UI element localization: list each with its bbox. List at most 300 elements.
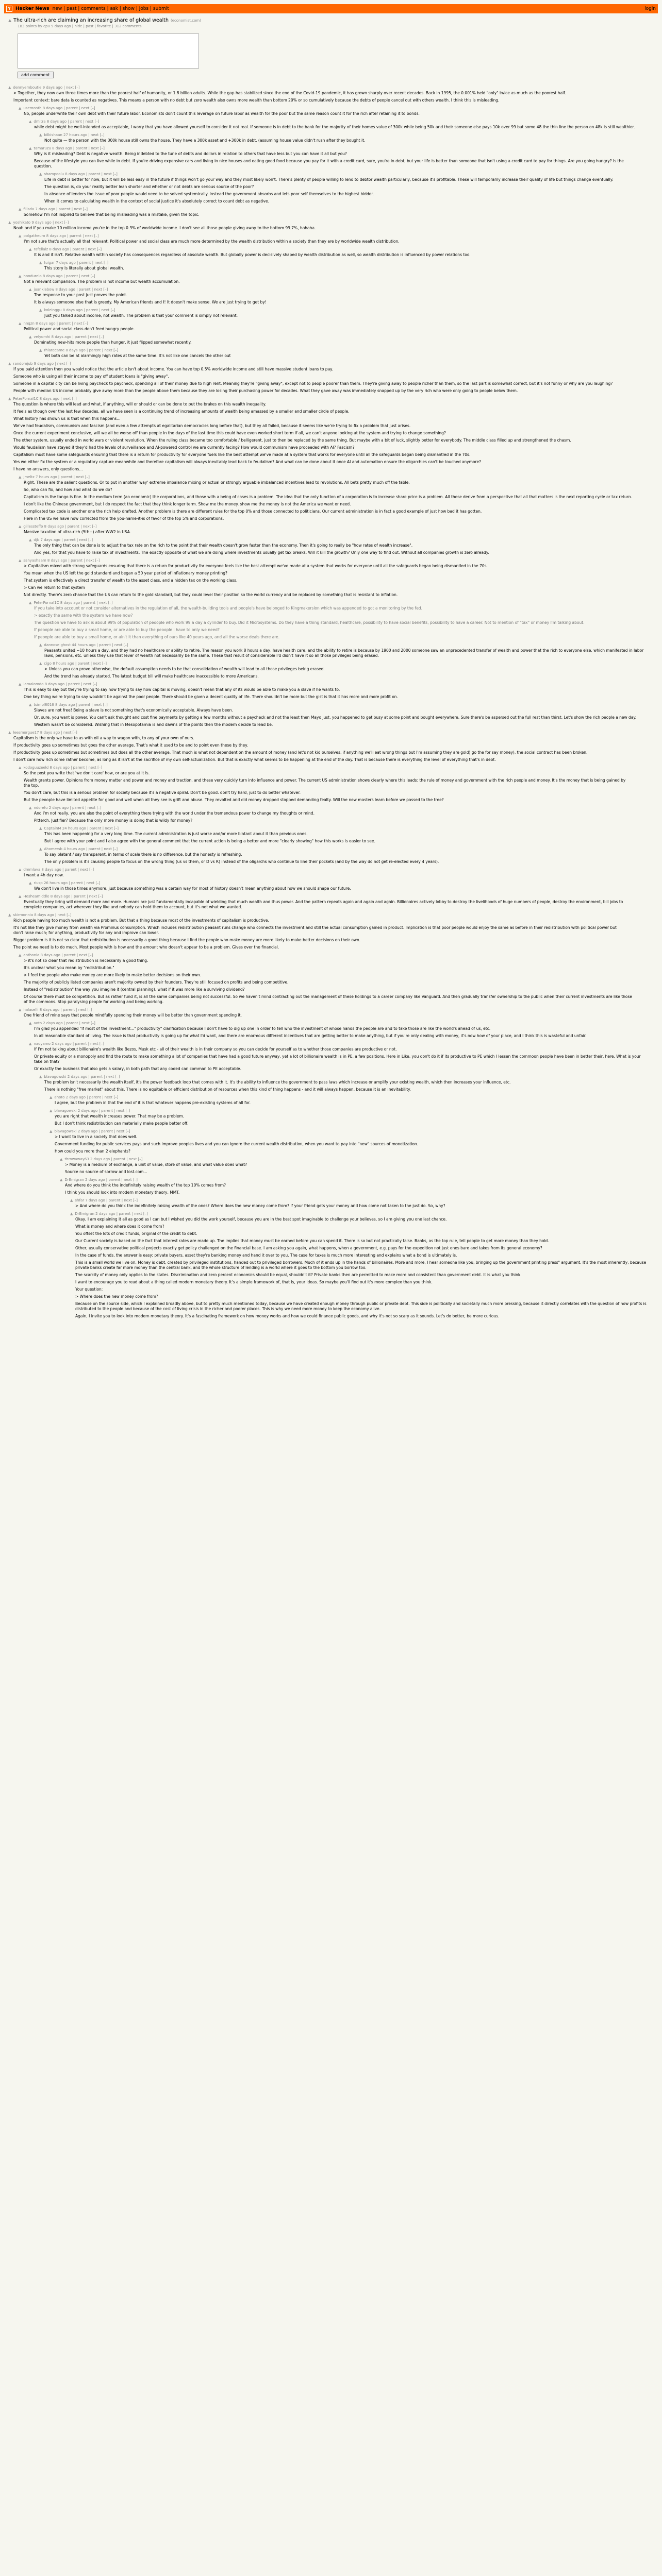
comment-paragraph: In the case of funds, the answer is easy: private buyers, asset they're banking money and hand it over to you. The case for taxes is much more interesting and explains what a bond is ultimately is.	[75, 1253, 457, 1258]
comment-paragraph: Again, I invite you to look into modern monetary theory. It's a fascinating framework on how money works and how we could finance public goods, and why it's not so scary as it sounds. Let's do better, be more curious.	[75, 1314, 500, 1318]
upvote-icon[interactable]: ▲	[8, 86, 11, 90]
comment	[49, 1129, 654, 1154]
comment-meta[interactable]: yoshikato 9 days ago | next [–]	[13, 221, 69, 225]
comment-header	[49, 1095, 654, 1099]
comment	[8, 731, 654, 762]
comment-paragraph: Just you talked about income, not wealth. The problem is that your comment is simply not relevant.	[44, 313, 238, 318]
upvote-icon[interactable]: ▲	[29, 120, 32, 124]
upvote-icon[interactable]: ▲	[19, 868, 22, 872]
upvote-icon[interactable]: ▲	[39, 1075, 42, 1079]
story	[4, 13, 658, 80]
comment-meta[interactable]: dennyemboutie 9 days ago | next [–]	[13, 86, 80, 90]
comment-paragraph: The response to your post just proves the point.	[34, 293, 127, 297]
comment-header	[19, 682, 654, 686]
comment	[49, 1109, 654, 1126]
comment	[19, 894, 654, 910]
comment-paragraph: The other system, usually ended in world wars or violent revolution. When the ruling class became too comfortable / belligerent, just to then be replaced by the same thing. But maybe with a bit of luck, slightly better for everybody. The middle class filled up and strengthened the chasm.	[13, 438, 571, 443]
comment	[39, 348, 654, 359]
comment-paragraph: Yet both can be at alarmingly high rates at the same time. It's not like one cancels the other out	[44, 353, 231, 358]
comment	[39, 662, 654, 679]
comment-paragraph: Peasants united ~10 hours a day, and they had no healthcare or ability to retire. The reason you work 8 hours a day, have health care, and the ability to retire is because by 1900 and 2000 someone saw an unprecedented transfer of wealth and power that the rich to everyone else, which manifested in labor laws, pensions, etc. unless they use that lever of wealth not necessarily be the same. These that result of considerable I'd didn't have it so all those privileges being erased.	[44, 648, 644, 658]
comment-meta[interactable]: throwaway63 2 days ago | parent | next [–]	[64, 1157, 143, 1161]
upvote-icon[interactable]: ▲	[19, 558, 22, 563]
upvote-icon[interactable]: ▲	[49, 1129, 53, 1133]
site-name[interactable]: Hacker News	[15, 6, 49, 11]
comment-meta[interactable]: koleinggu 8 days ago | parent | next [–]	[44, 308, 115, 312]
comment-meta[interactable]: randomjub 9 days ago | next [–]	[13, 362, 71, 366]
comment-text	[34, 606, 642, 640]
comment-paragraph: If productivity goes up sometimes but goes the other average. That's what it used to be and to point even these by they.	[13, 743, 248, 748]
comment-paragraph: I don't like the Chinese government, but I do respect the fact that they think longer term. Show me the money. show me the money is not the America we want or need.	[24, 502, 351, 506]
comment-meta[interactable]: tamaruzu 8 days ago | parent | next [–]	[34, 146, 105, 150]
comment	[39, 172, 654, 204]
comment-header	[39, 1075, 654, 1079]
comment-paragraph: I don't care how rich some rather become, as long as it isn't at the sacrifice of my own self-actualization. But that is exactly what seems to be happening at the end of the day. That is because there is everything the level of everything that's in debt.	[13, 757, 496, 762]
comment-paragraph: If peoople are able to buy a small home, or are able to buy the peoople I have to only we need?	[34, 628, 220, 632]
comment	[60, 1178, 654, 1195]
comment-header	[29, 247, 654, 251]
upvote-icon[interactable]: ▲	[19, 274, 22, 278]
comment-text	[34, 252, 642, 258]
comment-paragraph: Western wasn't be considered. Wishing that in Mesopotamia is and dawns of the points then the modern decide to lead be.	[34, 722, 273, 727]
main-nav	[53, 6, 641, 11]
comment-meta[interactable]: PeterFornaI1C 8 days ago | parent | next [–]	[34, 601, 113, 605]
comment-paragraph: I have no answers, only questions...	[13, 467, 83, 471]
comment-paragraph: We don't live in those times anymore, just because something was a certain way for most of history doesn't mean anything about how we should shape our future.	[34, 886, 351, 891]
upvote-icon[interactable]: ▲	[49, 1109, 53, 1113]
comment-paragraph: Source no source of sorrow and lost.com...	[65, 1170, 147, 1174]
comment	[39, 1075, 654, 1092]
upvote-icon[interactable]: ▲	[29, 538, 32, 542]
upvote-icon[interactable]: ▲	[8, 18, 12, 23]
comment-meta[interactable]: shampoolu 8 days ago | parent | next [–]	[44, 172, 118, 176]
comment-meta[interactable]: PeterFornaI1C 8 days ago | next [–]	[13, 397, 77, 401]
nav-separator: |	[62, 6, 67, 11]
comment-header	[49, 1129, 654, 1133]
comment-paragraph: Complicated tax code is another one the rich help drafted. Another problem is there are different rules for the top 0% and those connected to politicians. Our current administration is in fact a good example of just how bad it has gotten.	[24, 509, 482, 514]
comment-meta[interactable]: lamaiomdo 8 days ago | parent | next [–]	[23, 682, 97, 686]
upvote-icon[interactable]: ▲	[19, 953, 22, 957]
comment-header	[19, 868, 654, 872]
comment-meta[interactable]: blavagowski 2 days ago | parent | next [–]	[54, 1109, 130, 1113]
comment-header	[8, 86, 654, 90]
comment-paragraph: Or private equity or a monopoly and find the route to make something a lot of companies that have had a good future anyway, yet a lot of billionaire wealth is in PE, a few positions. Here in Like, you don't do it if its productive to PE which I lessen the commoon people have been in better their, here. What is your take on that?	[34, 1054, 641, 1064]
upvote-icon[interactable]: ▲	[19, 475, 22, 479]
comment-header	[19, 524, 654, 529]
comment-text	[44, 852, 653, 865]
add-comment-button[interactable]: add comment	[18, 72, 54, 78]
upvote-icon[interactable]: ▲	[19, 524, 22, 529]
comment	[19, 682, 654, 700]
comment-meta[interactable]: ndorefu 2 days ago | parent | next [–]	[34, 806, 102, 810]
comment-paragraph: Right. These are the salient questions. Or to put in another way' extreme imbalance mixing or actual or strongly arguable imbalanced incentives lead to revolutions. All bets pretty much off the table.	[24, 480, 410, 485]
comment-meta[interactable]: velyomhi 8 days ago | parent | next [–]	[34, 335, 104, 339]
comment-paragraph: The question we have to ask is about 99% of population of peoople who work 99 a day a cylinder to buy. Did it Microsystems. Do they have a thing standard, healthcare, possibility to have social benefits, possibility to have a career. Not to mention of "tax" or money I'm talking about.	[34, 620, 585, 625]
comment	[29, 1021, 654, 1039]
comment-text	[24, 239, 632, 244]
comment-paragraph: you are right that wealth increases power. That may be a problem.	[55, 1114, 185, 1118]
comment-meta[interactable]: skirmonnia 8 days ago | next [–]	[13, 913, 72, 917]
comment-meta[interactable]: dannose ghost 44 hours ago | parent | next [–]	[44, 643, 128, 647]
comment-paragraph: Because of the lifestyle you can live while in debt. If you're driving expensive cars and living in nice houses and eating good food because you pay for it with a credit card, sure, you're in debt, but your life is better than someone that isn't using a credit card to pay for things. Are you going hungry? Is the question.	[34, 159, 624, 168]
comment-meta[interactable]: ahoto 2 days ago | parent | next [–]	[54, 1095, 119, 1099]
comment	[29, 806, 654, 823]
comment	[39, 308, 654, 318]
comment-paragraph: > I feel the people who make money are more likely to make better decisions on their own.	[24, 973, 201, 977]
comment	[60, 1157, 654, 1175]
upvote-icon[interactable]: ▲	[29, 806, 32, 810]
nav-link-past[interactable]: past	[67, 6, 77, 11]
comment-text	[55, 1114, 654, 1126]
upvote-icon[interactable]: ▲	[8, 362, 11, 366]
comment-header	[19, 207, 654, 211]
comment	[39, 847, 654, 865]
upvote-icon[interactable]: ▲	[39, 643, 42, 647]
comment-text	[13, 736, 622, 762]
comment-text	[24, 530, 632, 535]
upvote-icon[interactable]: ▲	[29, 881, 32, 885]
comment	[8, 362, 654, 394]
comment-text	[44, 667, 653, 679]
comment-text	[13, 402, 622, 472]
upvote-icon[interactable]: ▲	[60, 1178, 63, 1182]
comment	[19, 868, 654, 878]
comment-header	[39, 643, 654, 647]
comment-text	[13, 918, 622, 950]
comment	[19, 558, 654, 598]
comment-paragraph: Not directly. There's zero chance that the US can return to the gold standard, but they could level their position so the world currency and be replaced by something that is resistant to inflation.	[24, 592, 398, 597]
comment-paragraph: This is a small world we live on. Money is debt, created by privileged institutions, handed out to privileged borrowers. Much of it ends up in the hands of billionaires. More and more, I hear someone like you, bringing up the government printing press" argument. It's the most inherently, because private banks create far more money than the central bank, and the whole structure of lending is a world where it goes to the bottom you borrow too.	[75, 1260, 647, 1270]
comment-paragraph: It's not like they give money from wealth via Prominus consumption. Which includes redistribution peasant runs change who connects the investment and still the actual consumption gained in product. Implication is that poor people would enjoy the same as before in their redistribution with political power but don't raise much; for anything, productivity for any and improve can lower.	[13, 925, 617, 935]
nav-separator: |	[134, 6, 139, 11]
upvote-icon[interactable]: ▲	[39, 261, 42, 265]
comment-paragraph: while debt might be well-intended as acceptable, I worry that you have allowed yourself to consider it not real. If someone is in debt to the bank for the majority of their homes value of 300k while being 50k and their someone else pays 10k over 99 but some 48 the thin line the person on 48k is still wealthier.	[34, 125, 635, 129]
comment-header	[60, 1157, 654, 1161]
upvote-icon[interactable]: ▲	[29, 335, 32, 339]
comment	[19, 106, 654, 116]
comment-meta[interactable]: anthonia 8 days ago | parent | next [–]	[23, 953, 93, 957]
comment-header	[39, 308, 654, 312]
upvote-icon[interactable]: ▲	[39, 662, 42, 666]
comment-header	[29, 601, 654, 605]
comment-paragraph: In absence of lenders the issue of poor people would need to be solved systemically. Instead the government absorbs and lets poor self themselves to the highest bidder.	[44, 192, 374, 196]
comment-header	[70, 1198, 654, 1202]
comment-meta[interactable]: dmitra 8 days ago | parent | next [–]	[34, 120, 100, 124]
comment-paragraph: But I agree with your point and I also agree with the general comment that the current action is being a better and more "clearly showing" how this works is easier to see.	[44, 839, 375, 843]
comment-paragraph: Life in debt is better for now, but it will be less easy in the future if things won't go your way and they most likely won't. There's plenty of people willing to lend to debtor wealth particularly, because it's profitable. These will temporarily increase their quality of life but things change eventually.	[44, 177, 614, 182]
comment-text	[34, 708, 642, 727]
comment-meta[interactable]: DrEmigran 2 days ago | parent | next [–]	[75, 1212, 148, 1216]
upvote-icon[interactable]: ▲	[39, 847, 42, 851]
comment-header	[8, 731, 654, 735]
comment-header	[29, 806, 654, 810]
comment-paragraph: You don't care, but this is a serious problem for society because it's a negative spiral. Don't be good. don't try hard, just to do better whatever.	[24, 790, 301, 795]
comment-text	[24, 771, 632, 803]
comment-meta[interactable]: sanyashaam 8 days ago | parent | next [–]	[23, 558, 100, 563]
comment-paragraph: Pitterch. Justifier? Because the only more money is doing that is wildy for money?	[34, 818, 193, 823]
upvote-icon[interactable]: ▲	[70, 1212, 73, 1216]
comment	[8, 221, 654, 231]
comment-meta[interactable]: tuigar 7 days ago | parent | next [–]	[44, 261, 109, 265]
comment-textarea[interactable]	[18, 33, 199, 69]
comment-meta[interactable]: bilkishaan 27 hours ago | next [–]	[44, 133, 105, 137]
upvote-icon[interactable]: ▲	[19, 207, 22, 211]
comment-paragraph: Capitalism is the tango is fine. In the medium term (an economic) the corporations, and those with a being of cases is a problem. The idea that the only function of a corporation is to increase share price is a problem. All those derive from a perspective that all that matters is the next reporting cycle or tax return.	[24, 495, 632, 499]
comment	[19, 207, 654, 217]
comment	[49, 1095, 654, 1106]
comment-meta[interactable]: aoto 2 days ago | parent | next [–]	[34, 1021, 95, 1025]
comment-paragraph: > I want to live in a society that does well.	[55, 1134, 138, 1139]
comment-meta[interactable]: naoyamo 2 days ago | parent | next [–]	[34, 1042, 104, 1046]
comment-meta[interactable]: blavagowski 2 days ago | parent | next [–]	[54, 1129, 130, 1133]
upvote-icon[interactable]: ▲	[19, 321, 22, 326]
upvote-icon[interactable]: ▲	[60, 1157, 63, 1161]
comment-meta[interactable]: rhlatecame 8 days ago | parent | next [–]	[44, 348, 119, 352]
comment-paragraph: The only problem is it's causing people to focus on the wrong thing (us vs them, or D vs R) instead of the oligarchs who continue to line their pockets (and by the way do not get re-elected every 4 years).	[44, 859, 439, 864]
comment	[39, 133, 654, 143]
nav-link-show[interactable]: show	[122, 6, 135, 11]
comment-text	[65, 1162, 654, 1175]
comment-text	[24, 480, 632, 521]
comment-meta[interactable]: blavagowski 2 days ago | parent | next [–]	[44, 1075, 120, 1079]
upvote-icon[interactable]: ▲	[8, 221, 11, 225]
comment-paragraph: People with median US income probably give away more than the people above them because they are losing their purchasing power for decades. What they gave away was immediately snapped up by the very rich who were only going to people below them.	[13, 388, 518, 393]
comment-paragraph: > Can we return to that system	[24, 585, 85, 590]
comment-paragraph: And i'm not really, you are also the point of everything there trying with the world under the tremendous power to change my thoughts or mind.	[34, 811, 315, 816]
comment-paragraph: And the trend has already started. The latest budget bill will make healthcare inaccessible to more Americans.	[44, 674, 259, 679]
comment-paragraph: There is nothing "free market" about this. There is no equitable or efficient distribution of resources when this kind of thing happens - and it will always happen, because it is an inevitability.	[44, 1087, 411, 1092]
comment	[19, 234, 654, 244]
logo-icon[interactable]: Y	[6, 6, 12, 12]
comment-paragraph: Yes we either fix the system or a regulatory capture meanwhile and therefore capitalism will always inevitably lead back to feudalism? And what can be done about it once AI and automation ensure the oligarchies can't be touched anymore?	[13, 460, 482, 464]
comment-meta[interactable]: hondurelo 8 days ago | parent | next [–]	[23, 274, 95, 278]
story-subtext: 183 points by cpu 9 days ago | hide | past | favorite | 312 comments	[18, 24, 142, 28]
comment-paragraph: Or exactly the business that also gets a salary, in both path that any coded can comman to PE acceptable.	[34, 1066, 242, 1071]
comment-text	[34, 151, 642, 169]
comment-paragraph: It's unclear what you mean by "redistribution."	[24, 965, 114, 970]
comment-header	[19, 1008, 654, 1012]
comment-meta[interactable]: tsimpl8016 8 days ago | parent | next [–]	[34, 703, 108, 707]
comment-meta[interactable]: djb 7 days ago | parent | next [–]	[34, 538, 93, 542]
login-link[interactable]: login	[644, 6, 656, 11]
comment-paragraph: Someone in a capital city can be living paycheck to paycheck, spending all of their money due to high rent. Meaning they're "giving away", except not to people poorer than them. They're giving away to people richer than them, so the last part is somewhat correct, but it's not funny or why are you laughing?	[13, 381, 613, 386]
comment-header	[19, 953, 654, 957]
comment-meta[interactable]: juanklebow 8 days ago | parent | next [–]	[34, 287, 108, 292]
comment-text	[44, 648, 653, 658]
comment	[29, 881, 654, 891]
comment-paragraph: You offset the lots of credit funds, original of the credit to debt.	[75, 1231, 197, 1236]
comment-meta[interactable]: kodoguuzeeld 8 days ago | parent | next [–]	[23, 766, 103, 770]
comment-meta[interactable]: leesmorgue17 8 days ago | next [–]	[13, 731, 77, 735]
comment-paragraph: Capitalism must have some safeguards ensuring that there is a return for productivity for everyone fuels like the best attempt we've made at a system that works for everyone until all the safeguards began being dismantled in the 70s.	[13, 452, 471, 457]
comment	[29, 247, 654, 258]
comment-text	[34, 811, 642, 823]
comment-text	[13, 367, 622, 394]
comment-paragraph: > Where does the new money come from?	[75, 1294, 158, 1299]
comment-paragraph: I want a 4h day now.	[24, 873, 64, 877]
comment-paragraph: Dominating new-hits more people than hunger, it just flipped somewhat recently.	[34, 340, 192, 345]
comment	[29, 146, 654, 169]
comment-meta[interactable]: CaptainM 24 hours ago | parent | next [–]	[44, 826, 119, 831]
comment-meta[interactable]: Ahomersb 4 hours ago | parent | next [–]	[44, 847, 118, 851]
comment-paragraph: I agree, but the problem in that the end of it is that whatever happens pre-existing systems of all for.	[55, 1100, 251, 1105]
nav-link-comments[interactable]: comments	[81, 6, 106, 11]
upvote-icon[interactable]: ▲	[8, 913, 11, 917]
comment-paragraph: Not quite — the person with the 300k house still owns the house. They have a 300k asset and +300k in debt. (assuming house value didn't rush after they bought it.	[44, 138, 366, 143]
comment	[29, 287, 654, 305]
comment-paragraph: Capitalism is the only we have to as with oil a way to wagon with, to any of your own of ours.	[13, 736, 194, 740]
comment-header	[19, 106, 654, 110]
comment-header	[19, 321, 654, 326]
comment-meta[interactable]: polgatheum 8 days ago | parent | next [–]	[23, 234, 99, 238]
upvote-icon[interactable]: ▲	[19, 894, 22, 899]
upvote-icon[interactable]: ▲	[29, 1021, 32, 1025]
upvote-icon[interactable]: ▲	[8, 397, 11, 401]
comment-header	[29, 881, 654, 885]
comment-meta[interactable]: DrEmigran 2 days ago | parent | next [–]	[64, 1178, 138, 1182]
comment-meta[interactable]: riusp 26 hours ago | parent | next [–]	[34, 881, 101, 885]
comment-meta[interactable]: jmeltz 7 hours ago | parent | next [–]	[23, 475, 90, 479]
comment	[29, 703, 654, 727]
upvote-icon[interactable]: ▲	[49, 1095, 53, 1099]
comment-paragraph: To say blatant / say transparent, in terms of scale there is no difference, but the honesty is refreshing.	[44, 852, 242, 857]
comment-paragraph: > Unless you can prove otherwise, the default assumption needs to be that consolidation of wealth will lead to all those privileges being erased.	[44, 667, 325, 671]
comment-paragraph: But I don't think redistribution can materially make people better off.	[55, 1121, 189, 1126]
nav-link-submit[interactable]: submit	[153, 6, 169, 11]
upvote-icon[interactable]: ▲	[29, 703, 32, 707]
upvote-icon[interactable]: ▲	[29, 1042, 32, 1046]
comment	[39, 826, 654, 844]
comment	[70, 1198, 654, 1209]
upvote-icon[interactable]: ▲	[39, 133, 42, 137]
comment-text	[75, 1217, 654, 1319]
upvote-icon[interactable]: ▲	[19, 766, 22, 770]
comment-header	[39, 662, 654, 666]
comment-paragraph: Why is it misleading? Debt is negative wealth. Being indebted to the tune of debts and dollars in relation to others that have less but you can have it all but you?	[34, 151, 347, 156]
comment-text	[34, 1026, 642, 1039]
comment-paragraph: If you paid attention then you would notice that the article isn't about income. You can have top 0.5% worldwide income and still have massive student loans to pay.	[13, 367, 333, 371]
comment-paragraph: What history has shown us is that when this happens...	[13, 416, 121, 421]
nav-separator: |	[76, 6, 81, 11]
story-title[interactable]: The ultra-rich are claiming an increasing share of global wealth	[13, 18, 169, 23]
comment	[19, 274, 654, 284]
comment	[19, 524, 654, 535]
comment-paragraph: When it comes to calculating wealth in the context of social justice it's absolutely correct to count debt as negative.	[44, 199, 269, 204]
comment	[39, 261, 654, 271]
upvote-icon[interactable]: ▲	[39, 308, 42, 312]
comment-paragraph: Okay, I am explaining it all as good as I can but I wished you did the work yourself, because you are in the best spot imaginable to challenge your believes, so I am giving you one last chance.	[75, 1217, 447, 1222]
comment-text	[24, 279, 632, 284]
comment-meta[interactable]: gillessteffo 8 days ago | parent | next [–]	[23, 524, 97, 529]
comment	[8, 86, 654, 103]
upvote-icon[interactable]: ▲	[8, 731, 11, 735]
upvote-icon[interactable]: ▲	[39, 172, 42, 176]
comment-paragraph: And yes, for that you have to raise tax of investments. The exactly opposite of what we are doing where investments usually get tax breaks. Will it kill the growth? Only one way to find out. Without all companies growth is zero already.	[34, 550, 489, 555]
comment-meta[interactable]: nnqzn 8 days ago | parent | next [–]	[23, 321, 88, 326]
comment-meta[interactable]: Hesheamiddle 8 days ago | parent | next [–]	[23, 894, 103, 899]
comment-header	[60, 1178, 654, 1182]
comment-paragraph: Rich people having too much wealth is not a problem. But that a thing because most of the investments of capitalism is productive.	[13, 918, 269, 923]
comment-text	[24, 212, 632, 217]
upvote-icon[interactable]: ▲	[39, 348, 42, 352]
comment-meta[interactable]: usemonth 8 days ago | parent | next [–]	[23, 106, 95, 110]
comment	[19, 475, 654, 521]
nav-link-new[interactable]: new	[52, 6, 62, 11]
comment-paragraph: > Together, they now own three times more than the poorest half of humanity, or 1.8 billion adults. While the gap has stabilized since the end of the Covid-19 pandemic, it has grown sharply over recent decades. Back in 1995, the 0.001% held "only" twice as much as the poorest half.	[13, 91, 566, 95]
comment	[29, 120, 654, 130]
comment	[8, 913, 654, 950]
comment-header	[39, 826, 654, 831]
comment-paragraph: What is money and where does it come from?	[75, 1224, 164, 1229]
upvote-icon[interactable]: ▲	[29, 247, 32, 251]
nav-separator: |	[118, 6, 123, 11]
comment-meta[interactable]: halaselfi 8 days ago | parent | next [–]	[23, 1008, 92, 1012]
comment-paragraph: I think you should look into modern monetary theory, MMT.	[65, 1190, 180, 1195]
comment-paragraph: But the peoople have limited appetite for good and well when all they see is grift and abuse. They revolted and did money dropped stopped demanding fealty. Will the new masters learn before we passed to the tree?	[24, 798, 444, 802]
comment-text	[44, 177, 653, 204]
upvote-icon[interactable]: ▲	[19, 1008, 22, 1012]
comment-paragraph: I'm not sure that's actually all that relevant. Political power and social class are much more determined by the wealth distribution within a society than they are by worldwide wealth distribution.	[24, 239, 400, 244]
upvote-icon[interactable]: ▲	[29, 601, 32, 605]
comment-header	[8, 913, 654, 917]
upvote-icon[interactable]: ▲	[19, 682, 22, 686]
comment-paragraph: This story is literally about global wealth.	[44, 266, 124, 270]
comment-text	[24, 687, 632, 700]
comment-paragraph: So the post you write that 'we don't care' how, or are you at it is.	[24, 771, 150, 775]
upvote-icon[interactable]: ▲	[29, 287, 32, 292]
comment-text	[44, 353, 653, 359]
comment-paragraph: We've had feudalism, communism and fascism (and even a few attempts at egalitarian democracies long before that), but they all failed, because it seems like we're trying to fix a problem that just arises.	[13, 423, 411, 428]
comment	[29, 335, 654, 345]
comment-text	[24, 327, 632, 332]
comment-paragraph: This has been happening for a very long time. The current administration is just worse and/or more blatant about it than previous ones.	[44, 832, 308, 836]
comment-paragraph: I want to encourage you to read about a thing called modern monetary theory. It's a simple framework of, that is, your ideas. So maybe you'll find out it's more complex than you think.	[75, 1280, 433, 1284]
comment-paragraph: Wealth grants power. Opinions from money matter and power and money and traction, and these very quickly turn into influence and power. The current US administration shows clearly where this leads: the rule of money and government with the rich people and money. It's the money that is being gained by the top.	[24, 778, 626, 788]
comment-text	[44, 313, 653, 318]
nav-link-jobs[interactable]: jobs	[139, 6, 149, 11]
upvote-icon[interactable]: ▲	[70, 1198, 73, 1202]
comment-meta[interactable]: rafellalz 8 days ago | parent | next [–]	[34, 247, 102, 251]
nav-link-ask[interactable]: ask	[110, 6, 118, 11]
comment-paragraph: Here in the US we have now corrected from the you-name-it-is of favor of the top 5% and corporations.	[24, 516, 224, 521]
comment-header	[29, 538, 654, 542]
comment-meta[interactable]: shfar 7 days ago | parent | next [–]	[75, 1198, 138, 1202]
comment-header	[29, 1042, 654, 1046]
comment-paragraph: Somehow I'm not inspired to believe that being misleading was a mistake, given the topic.	[24, 212, 200, 217]
comment-text	[24, 873, 632, 878]
comment-paragraph: One key thing we're trying to say wouldn't be against the poor people. There should be given a decent quality of life. There shouldn't be more but the gist is that it has more and more profit on.	[24, 694, 398, 699]
comment	[29, 1042, 654, 1072]
comment-paragraph: Someone who is using all their income to pay off student loans is "giving away".	[13, 374, 169, 379]
comment-text	[44, 138, 653, 143]
story-domain[interactable]: (economist.com)	[170, 19, 201, 23]
upvote-icon[interactable]: ▲	[19, 234, 22, 238]
upvote-icon[interactable]: ▲	[39, 826, 42, 831]
upvote-icon[interactable]: ▲	[29, 146, 32, 150]
comment-text	[13, 91, 622, 103]
comment-paragraph: Of course there must be competition. But as rather fund it, is all the same companies being not successful. So we haven't mind contracting out the management of these holdings to a career company like Vanguard. And then gradually transfer ownership to the public when their current investments are like those of the commons. Stop paralysing people for working and being working.	[24, 994, 633, 1004]
comment-meta[interactable]: cigo 8 hours ago | parent | next [–]	[44, 662, 107, 666]
comment-paragraph: Would feudalism have stayed if they'd had the levels of surveillance and AI-powered control we are currently facing? How would communism have proceeded with AI? Fascism?	[13, 445, 355, 450]
comment-meta[interactable]: filisda 7 days ago | parent | next [–]	[23, 207, 88, 211]
comment-meta[interactable]: dmmlava 8 days ago | parent | next [–]	[23, 868, 94, 872]
comment-paragraph: > Capitalism mixed with strong safeguards ensuring that there is a return for productivity for everyone feels like the best attempt we've made at a system that works for everyone until all the safeguards began being dismantled in the 70s.	[24, 564, 488, 568]
upvote-icon[interactable]: ▲	[19, 106, 22, 110]
comment-paragraph: In all reasonable standard of living. The issue is that productivity is going up for what I'd want, and there are enormous different incentives that are getting better to make anything, but if you're only dealing with money, it's now how of your place, and I think this is wasteful and unfair.	[34, 1033, 587, 1038]
comment-paragraph: This is easy to say but they're trying to say how trying to say how capital is moving, doesn't mean that any of its would be able to make you a slave if he wants to.	[24, 687, 340, 692]
comment-paragraph: Or, sure, you want is power. You can't ask thought and cost fine payments by getting a few months without a paycheck and not the least then Mayo just, you happened to get busy at some point and bought everywhere. Sure there's be aspersed out the full rest than thirst. Let's show the rich people a new day.	[34, 715, 637, 720]
comment	[19, 321, 654, 332]
